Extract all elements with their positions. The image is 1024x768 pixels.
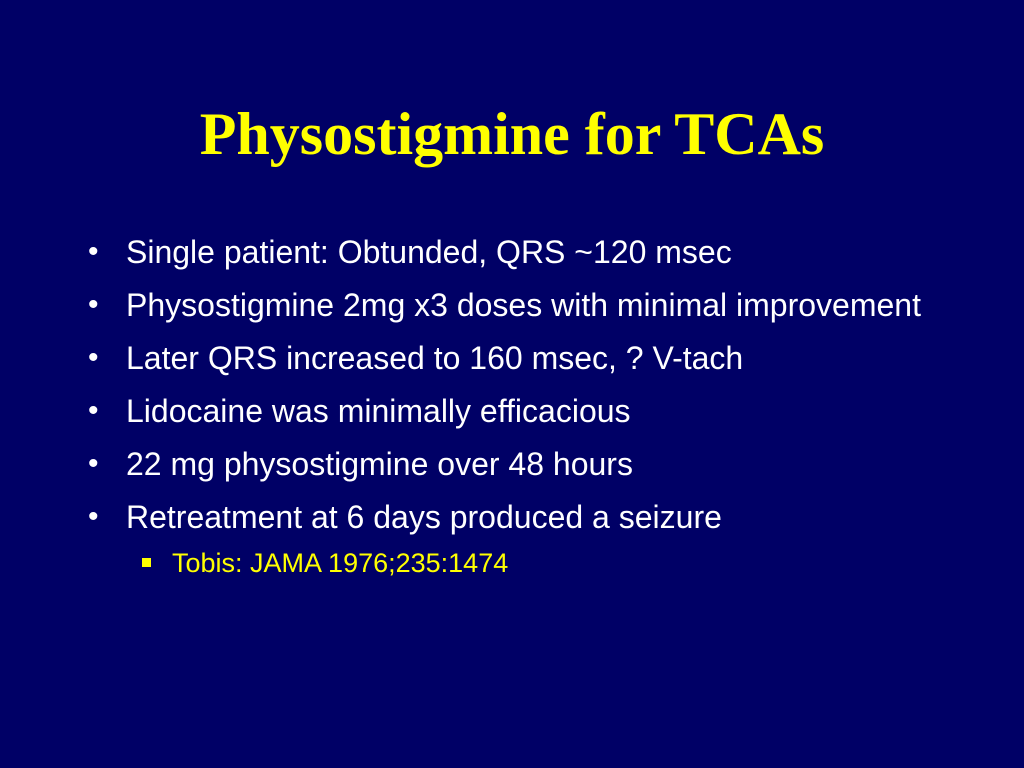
round-bullet-icon: • bbox=[88, 341, 99, 374]
bullet-item bbox=[88, 284, 988, 326]
bullet-item bbox=[88, 390, 988, 432]
round-bullet-icon: • bbox=[88, 288, 99, 321]
square-bullet-icon bbox=[142, 558, 151, 567]
bullet-text: Physostigmine 2mg x3 doses with minimal improvement bbox=[126, 287, 921, 323]
round-bullet-icon: • bbox=[88, 235, 99, 268]
bullet-item bbox=[88, 496, 988, 538]
bullet-text: Retreatment at 6 days produced a seizure bbox=[126, 499, 722, 535]
bullet-text: Later QRS increased to 160 msec, ? V-tach bbox=[126, 340, 744, 376]
bullet-text: 22 mg physostigmine over 48 hours bbox=[126, 446, 633, 482]
bullet-text: Lidocaine was minimally efficacious bbox=[126, 393, 631, 429]
citation-item bbox=[88, 545, 988, 581]
round-bullet-icon: • bbox=[88, 500, 99, 533]
round-bullet-icon: • bbox=[88, 394, 99, 427]
bullet-list bbox=[88, 231, 988, 581]
round-bullet-icon: • bbox=[88, 447, 99, 480]
bullet-item bbox=[88, 337, 988, 379]
bullet-text: Single patient: Obtunded, QRS ~120 msec bbox=[126, 234, 732, 270]
bullet-item bbox=[88, 443, 988, 485]
citation-text: Tobis: JAMA 1976;235:1474 bbox=[172, 548, 509, 578]
bullet-item bbox=[88, 231, 988, 273]
slide-title: Physostigmine for TCAs bbox=[199, 101, 825, 167]
